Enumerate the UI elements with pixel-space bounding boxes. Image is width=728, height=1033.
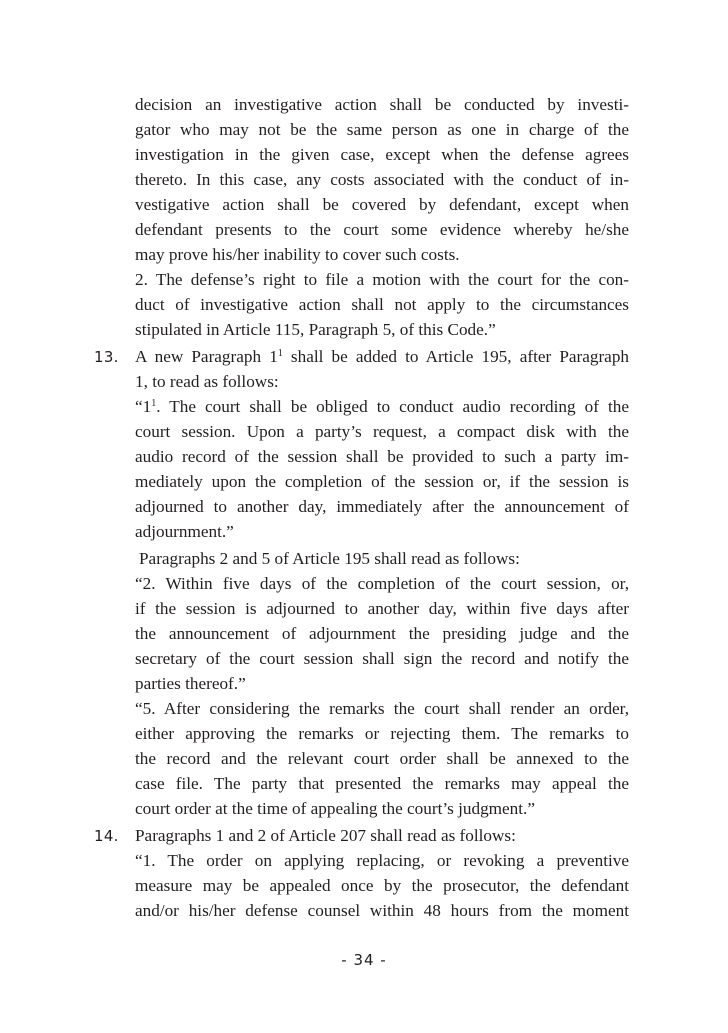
text-line: “5. After considering the remarks the court shall render an order, xyxy=(135,699,629,718)
text-line: gator who may not be the same person as one in charge of the xyxy=(135,120,629,139)
text-line: stipulated in Article 115, Paragraph 5, of this Code.” xyxy=(135,320,496,339)
quote-pre: “1 xyxy=(135,397,152,416)
text-line: secretary of the court session shall sign the record and notify the xyxy=(135,649,629,668)
superscript: 1 xyxy=(277,348,283,359)
text-line: measure may be appealed once by the prosecutor, the defendant xyxy=(135,876,629,895)
text-line: duct of investigative action shall not apply to the circumstances xyxy=(135,295,629,314)
text-line: case file. The party that presented the remarks may appeal the xyxy=(135,774,629,793)
paragraph-heading: Paragraphs 2 and 5 of Article 195 shall read as follows: xyxy=(139,549,520,568)
superscript: 1 xyxy=(151,398,157,409)
text-line: if the session is adjourned to another day, within five days after xyxy=(135,599,629,618)
text-line: defendant presents to the court some evidence whereby he/she xyxy=(135,220,629,239)
item13-first-line-pre: A new Paragraph 1 xyxy=(135,347,278,366)
text-line: 1, to read as follows: xyxy=(135,372,279,391)
text-line: court order at the time of appealing the court’s judgment.” xyxy=(135,799,535,818)
text-line: decision an investigative action shall be conducted by investi- xyxy=(135,95,629,114)
text-line: and/or his/her defense counsel within 48 hours from the moment xyxy=(135,901,629,920)
item13-quote-line xyxy=(135,395,629,419)
text-line: either approving the remarks or rejecting them. The remarks to xyxy=(135,724,629,743)
text-line: parties thereof.” xyxy=(135,674,246,693)
text-line: adjournment.” xyxy=(135,522,234,541)
text-line: the announcement of adjournment the presiding judge and the xyxy=(135,624,629,643)
text-line: Paragraphs 1 and 2 of Article 207 shall read as follows: xyxy=(135,826,516,845)
item13-first-line xyxy=(135,345,629,369)
text-line: “2. Within five days of the completion of the court session, or, xyxy=(135,574,629,593)
text-line: audio record of the session shall be provided to such a party im- xyxy=(135,447,629,466)
text-line: adjourned to another day, immediately after the announcement of xyxy=(135,497,629,516)
text-line: “1. The order on applying replacing, or revoking a preventive xyxy=(135,851,629,870)
text-line: vestigative action shall be covered by defendant, except when xyxy=(135,195,629,214)
text-line: thereto. In this case, any costs associated with the conduct of in- xyxy=(135,170,629,189)
text-line: may prove his/her inability to cover such costs. xyxy=(135,245,460,264)
quote-post: . The court shall be obliged to conduct audio recording of the xyxy=(156,397,629,416)
text-line: 2. The defense’s right to file a motion with the court for the con- xyxy=(135,270,629,289)
text-line: mediately upon the completion of the session or, if the session is xyxy=(135,472,629,491)
item-number-14: 14. xyxy=(94,827,119,845)
text-line: investigation in the given case, except when the defense agrees xyxy=(135,145,629,164)
page-number: - 34 - xyxy=(341,951,387,969)
item-number-13: 13. xyxy=(94,348,119,366)
item13-first-line-post: shall be added to Article 195, after Paragraph xyxy=(282,347,630,366)
text-line: court session. Upon a party’s request, a compact disk with the xyxy=(135,422,629,441)
text-line: the record and the relevant court order shall be annexed to the xyxy=(135,749,629,768)
